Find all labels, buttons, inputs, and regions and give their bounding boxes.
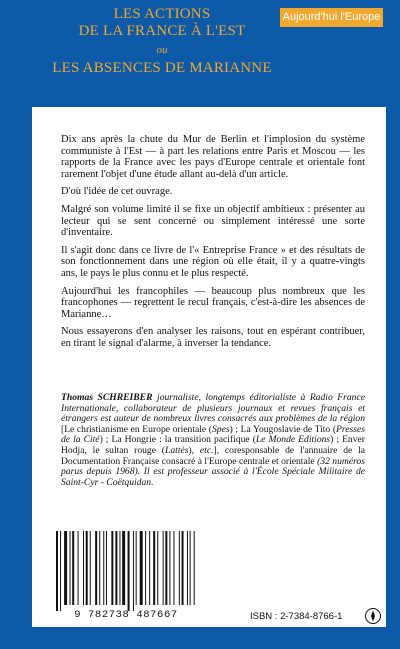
barcode-bar	[78, 531, 79, 605]
barcode-bar	[83, 531, 84, 605]
barcode-bar	[72, 531, 74, 605]
barcode-bar	[190, 531, 191, 605]
barcode-bar	[149, 531, 150, 605]
barcode-bar	[64, 531, 67, 605]
author-works: ) ; La Yougoslavie de Tito (	[229, 423, 337, 435]
barcode-bar	[106, 531, 107, 605]
author-name: Thomas SCHREIBER	[61, 392, 153, 403]
barcode-bar	[56, 531, 58, 611]
barcode-digits: 9 782738 487667	[74, 609, 178, 621]
blurb-paragraph: Nous essayerons d'en analyser les raisons, tout en espérant contribuer, en tirant le signal d'alarme, à inverser la tendance.	[61, 326, 365, 349]
author-works: ) ; La Hongrie : la transition pacifique (	[99, 434, 256, 446]
barcode-bar	[128, 531, 130, 611]
barcode-bar	[60, 531, 61, 611]
title-connector: ou	[156, 44, 168, 56]
barcode-bar	[103, 531, 104, 605]
barcode-bar	[157, 531, 158, 605]
barcode-bar	[70, 531, 71, 605]
isbn: ISBN : 2-7384-8766-1	[250, 611, 343, 622]
title-block	[52, 6, 272, 77]
barcode-bar	[86, 531, 88, 605]
author-publisher: Spes	[211, 423, 230, 435]
barcode-bar	[169, 531, 170, 605]
barcode	[50, 527, 202, 627]
author-publisher: etc.	[199, 444, 214, 456]
barcode-bar	[90, 531, 91, 605]
blurb-paragraph: Dix ans après la chute du Mur de Berlin et l'implosion du système communiste à l'Est — à part les relations entre Paris et Moscou — les rapports de la France avec les pays d'Europe centrale et orientale font rarement l'objet d'une étude allant au-delà d'un article.	[61, 134, 365, 180]
barcode-bar	[165, 531, 167, 605]
author-works: ], coresponsable de l'annuaire de la Documentation Française consacré à l'Europe centrale et orientale	[61, 444, 365, 467]
back-cover-panel	[32, 107, 386, 627]
barcode-bar	[182, 531, 184, 605]
author-bio-outro: (32 numéros parus depuis 1968). Il est professeur associé à l'École Spéciale Militaire de Saint-Cyr - Coëtquidan.	[61, 455, 365, 488]
blurb	[61, 134, 365, 356]
blurb-paragraph: D'où l'idée de cet ouvrage.	[61, 186, 173, 198]
author-bio-intro: journaliste, longtemps éditorialiste à Radio France Internationale, collaborateur de plusieurs journaux et revues français et étrangers est auteur de nombreux livres consacrés aux problèmes de la région	[61, 392, 365, 425]
author-publisher: Le Monde Editions	[255, 434, 331, 446]
barcode-bar	[136, 531, 137, 605]
barcode-bar	[173, 531, 174, 605]
series-badge: Aujourd'hui l'Europe	[280, 8, 383, 27]
barcode-bar	[115, 531, 117, 605]
title-line-3: LES ABSENCES DE MARIANNE	[52, 60, 272, 76]
publisher-logo-icon	[364, 607, 382, 625]
barcode-bar	[111, 531, 113, 605]
barcode-bar	[140, 531, 143, 605]
barcode-bar	[122, 531, 125, 605]
author-publisher: Lattès	[165, 444, 189, 456]
title-line-1: LES ACTIONS	[113, 6, 211, 22]
barcode-bar	[119, 531, 120, 605]
barcode-bar	[133, 531, 134, 611]
author-publisher: Presses de la Cité	[61, 423, 365, 446]
author-bio	[61, 393, 365, 488]
barcode-bar	[145, 531, 146, 605]
barcode-bar	[179, 531, 180, 605]
title-line-2: DE LA FRANCE À L'EST	[78, 23, 246, 39]
barcode-icon	[50, 527, 202, 611]
author-works: ) ; Enver Hodja, le sultan rouge (	[61, 434, 365, 456]
author-works: [Le christianisme en Europe orientale (	[61, 423, 212, 435]
barcode-bar	[153, 531, 155, 605]
blurb-paragraph: Aujourd'hui les francophiles — beaucoup plus nombreux que les francophones — regrettent le recul français, c'est-à-dire les absences de Marianne…	[61, 285, 365, 320]
blurb-paragraph: Malgré son volume limité il se fixe un objectif ambitieux : présenter au lecteur qui se sent concerné ou simplement intéressé une sorte d'inventaire.	[61, 203, 365, 239]
barcode-bar	[163, 531, 164, 605]
barcode-bar	[95, 531, 97, 605]
barcode-bar	[187, 531, 188, 605]
barcode-bar	[194, 531, 195, 605]
author-works: ),	[188, 444, 200, 456]
blurb-paragraph: Il s'agit donc dans ce livre de l'« Entreprise France » et des résultats de son fonctionnement dans une région où elle était, il y a quatre-vingts ans, le pays le plus connu et le plus respecté.	[61, 244, 365, 279]
barcode-bar	[99, 531, 100, 605]
